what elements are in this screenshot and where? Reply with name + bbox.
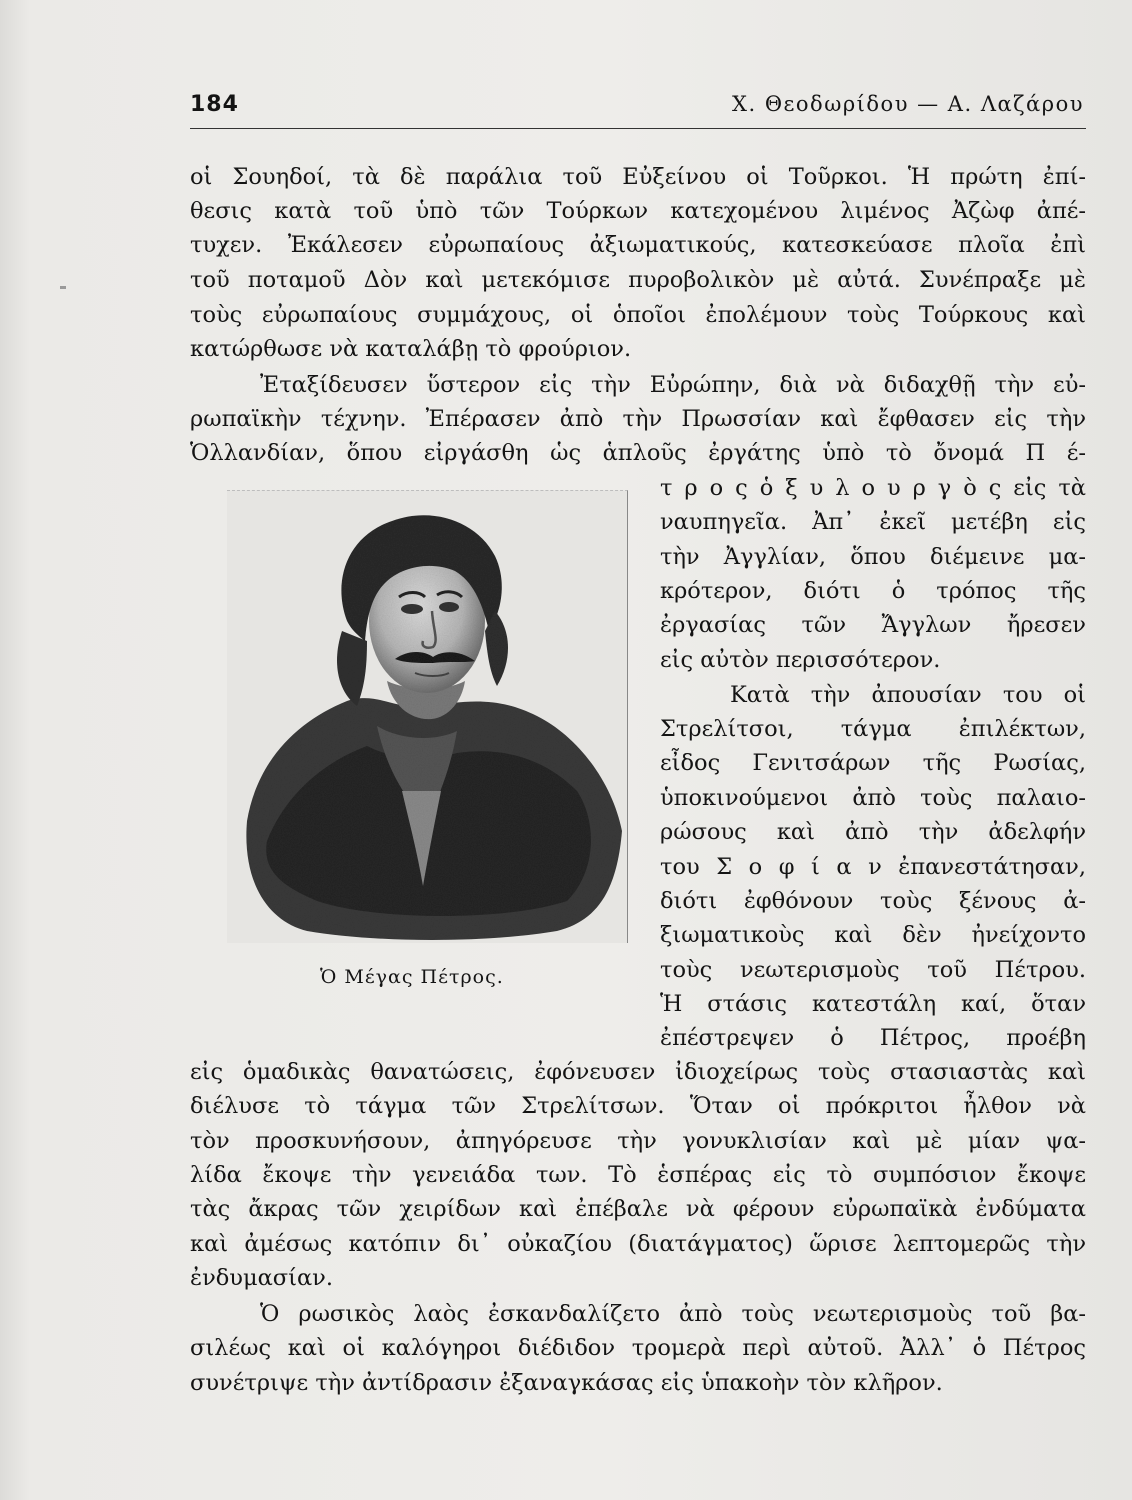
- text-line: τὴν Ἀγγλίαν, ὅπου διέμεινε μα-: [660, 544, 1086, 570]
- text-line: Κατὰ τὴν ἀπουσίαν του οἱ: [730, 682, 1086, 708]
- text-line: κρότερον, διότι ὁ τρόπος τῆς: [660, 578, 1086, 604]
- text-line: τὰς ἄκρας τῶν χειρίδων καὶ ἐπέβαλε νὰ φέρουν εὐρωπαϊκὰ ἐνδύματα: [190, 1196, 1086, 1222]
- text-line: κατώρθωσε νὰ καταλάβῃ τὸ φρούριον.: [190, 336, 632, 362]
- text-line: θεσις κατὰ τοῦ ὑπὸ τῶν Τούρκων κατεχομένου λιμένος Ἀζὼφ ἀπέ-: [190, 198, 1086, 224]
- peter-the-great-portrait: [227, 491, 627, 943]
- text-line: συνέτριψε τὴν ἀντίδρασιν ἐξαναγκάσας εἰς ὑπακοὴν τὸν κλῆρον.: [190, 1370, 943, 1396]
- text-line: Ἐταξίδευσεν ὕστερον εἰς τὴν Εὐρώπην, διὰ νὰ διδαχθῇ τὴν εὐ-: [260, 372, 1086, 398]
- text-line: Στρελίτσοι, τάγμα ἐπιλέκτων,: [660, 716, 1086, 742]
- figure-caption: Ὁ Μέγας Πέτρος.: [320, 966, 504, 988]
- text-line: εἰς αὐτὸν περισσότερον.: [660, 647, 941, 673]
- text-line: τὸν προσκυνήσουν, ἀπηγόρευσε τὴν γονυκλισίαν καὶ μὲ μίαν ψα-: [190, 1128, 1086, 1154]
- text-line: ρώσους καὶ ἀπὸ τὴν ἀδελφήν: [660, 819, 1086, 845]
- text-line: του Σ ο φ ί α ν ἐπανεστάτησαν,: [660, 854, 1086, 880]
- text-line: Ὁ ρωσικὸς λαὸς ἐσκανδαλίζετο ἀπὸ τοὺς νεωτερισμοὺς τοῦ βα-: [260, 1301, 1086, 1327]
- text-line: σιλέως καὶ οἱ καλόγηροι διέδιδον τρομερὰ περὶ αὐτοῦ. Ἀλλ᾽ ὁ Πέτρος: [190, 1335, 1086, 1361]
- text-line: ναυπηγεῖα. Ἀπ᾽ ἐκεῖ μετέβη εἰς: [660, 509, 1086, 535]
- header-rule: [190, 128, 1086, 129]
- text-line: Ὁλλανδίαν, ὅπου εἰργάσθη ὡς ἁπλοῦς ἐργάτης ὑπὸ τὸ ὄνομά Π έ-: [190, 440, 1086, 466]
- page-number: 184: [190, 92, 239, 117]
- text-line: τοὺς εὐρωπαίους συμμάχους, οἱ ὁποῖοι ἐπολέμουν τοὺς Τούρκους καὶ: [190, 302, 1086, 328]
- text-line: τυχεν. Ἐκάλεσεν εὐρωπαίους ἀξιωματικούς, κατεσκεύασε πλοῖα ἐπὶ: [190, 232, 1086, 258]
- text-line: διότι ἐφθόνουν τοὺς ξένους ἀ-: [660, 888, 1086, 914]
- text-line: Ἡ στάσις κατεστάλη καί, ὅταν: [660, 991, 1086, 1017]
- text-line: λίδα ἔκοψε τὴν γενειάδα των. Τὸ ἑσπέρας εἰς τὸ συμπόσιον ἔκοψε: [190, 1162, 1086, 1188]
- text-line: ἐργασίας τῶν Ἄγγλων ἤρεσεν: [660, 612, 1086, 638]
- text-line: ἐνδυμασίαν.: [190, 1265, 333, 1291]
- portrait-figure: [227, 490, 628, 943]
- text-line: ρωπαϊκὴν τέχνην. Ἐπέρασεν ἀπὸ τὴν Πρωσσίαν καὶ ἔφθασεν εἰς τὴν: [190, 406, 1086, 432]
- text-line: ξιωματικοὺς καὶ δὲν ἠνείχοντο: [660, 922, 1086, 948]
- text-line: καὶ ἀμέσως κατόπιν δι᾽ οὐκαζίου (διατάγματος) ὥρισε λεπτομερῶς τὴν: [190, 1231, 1086, 1257]
- text-line: εἶδος Γενιτσάρων τῆς Ρωσίας,: [660, 750, 1086, 776]
- text-line: ἐπέστρεψεν ὁ Πέτρος, προέβη: [660, 1025, 1086, 1051]
- text-line: τοῦ ποταμοῦ Δὸν καὶ μετεκόμισε πυροβολικὸν μὲ αὐτά. Συνέπραξε μὲ: [190, 267, 1086, 293]
- text-line: τ ρ ο ς ὁ ξ υ λ ο υ ρ γ ὸ ς εἰς τὰ: [660, 475, 1086, 501]
- running-head: Χ. Θεοδωρίδου — Α. Λαζάρου: [732, 92, 1084, 116]
- text-line: διέλυσε τὸ τάγμα τῶν Στρελίτσων. Ὅταν οἱ πρόκριτοι ἦλθον νὰ: [190, 1093, 1086, 1119]
- text-line: τοὺς νεωτερισμοὺς τοῦ Πέτρου.: [660, 957, 1086, 983]
- text-line: ὑποκινούμενοι ἀπὸ τοὺς παλαιο-: [660, 785, 1086, 811]
- text-line: εἰς ὁμαδικὰς θανατώσεις, ἐφόνευσεν ἰδιοχείρως τοὺς στασιαστὰς καὶ: [190, 1059, 1086, 1085]
- margin-mark: [60, 286, 66, 289]
- text-line: οἱ Σουηδοί, τὰ δὲ παράλια τοῦ Εὐξείνου οἱ Τοῦρκοι. Ἡ πρώτη ἐπί-: [190, 164, 1086, 190]
